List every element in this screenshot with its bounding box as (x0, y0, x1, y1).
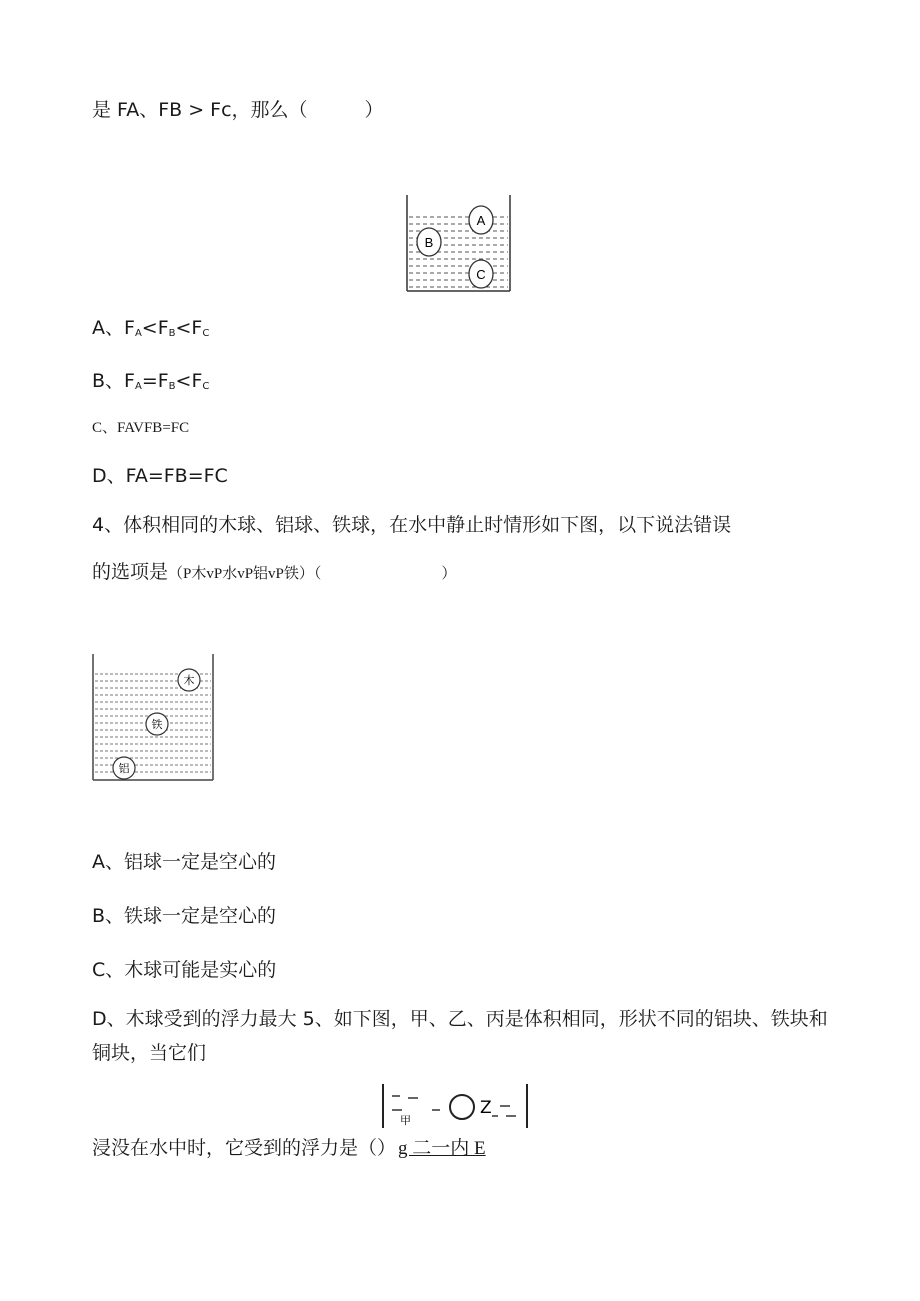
q3-option-c: C、FAVFB=FC (92, 420, 190, 436)
q5-label-jia: 甲 (400, 1114, 411, 1127)
wood-ball-label: 木 (183, 674, 195, 687)
q5-stem-tail: 浸没在水中时，它受到的浮力是（） g 二一内 E (92, 1137, 486, 1159)
iron-ball-label: 铁 (151, 718, 163, 731)
ball-b-label: B (424, 235, 434, 250)
q4-option-d-and-q5-stem: D、木球受到的浮力最大 5、如下图，甲、乙、丙是体积相同，形状不同的铝块、铁块和铜块，当它们 (92, 1008, 828, 1064)
q3-option-d: D、FA=FB=FC (92, 465, 228, 487)
q4-container-figure (91, 652, 217, 784)
q4-stem-line2: 的选项是（P木vP水vP铝vP铁）（ ） (92, 561, 457, 583)
q4-option-a: A、铝球一定是空心的 (92, 851, 276, 873)
q4-option-b: B、铁球一定是空心的 (92, 905, 277, 927)
q4-stem-line1: 4、体积相同的木球、铝球、铁球，在水中静止时情形如下图，以下说法错误 (92, 514, 732, 536)
q3-beaker-figure (404, 193, 514, 295)
q3-option-a: A、$F_A<F_B<F_C$ (92, 317, 210, 339)
aluminium-ball-label: 铝 (118, 762, 130, 775)
ball-a-label: A (476, 213, 486, 228)
q5-label-yi: Z (480, 1098, 492, 1118)
q5-garbled-text: g 二一内 E (398, 1138, 486, 1159)
q4-option-c: C、木球可能是实心的 (92, 959, 277, 981)
q4-stem-note: （P木vP水vP铝vP铁）（ ） (168, 566, 457, 582)
ball-c-label: C (476, 267, 486, 282)
q3-option-b: B、$F_A=F_B<F_C$ (92, 370, 210, 392)
q3-stem-tail: 是 FA、FB > Fc，那么（ ） (92, 99, 384, 121)
q5-ball (450, 1095, 474, 1119)
q5-blocks-figure (380, 1082, 530, 1128)
